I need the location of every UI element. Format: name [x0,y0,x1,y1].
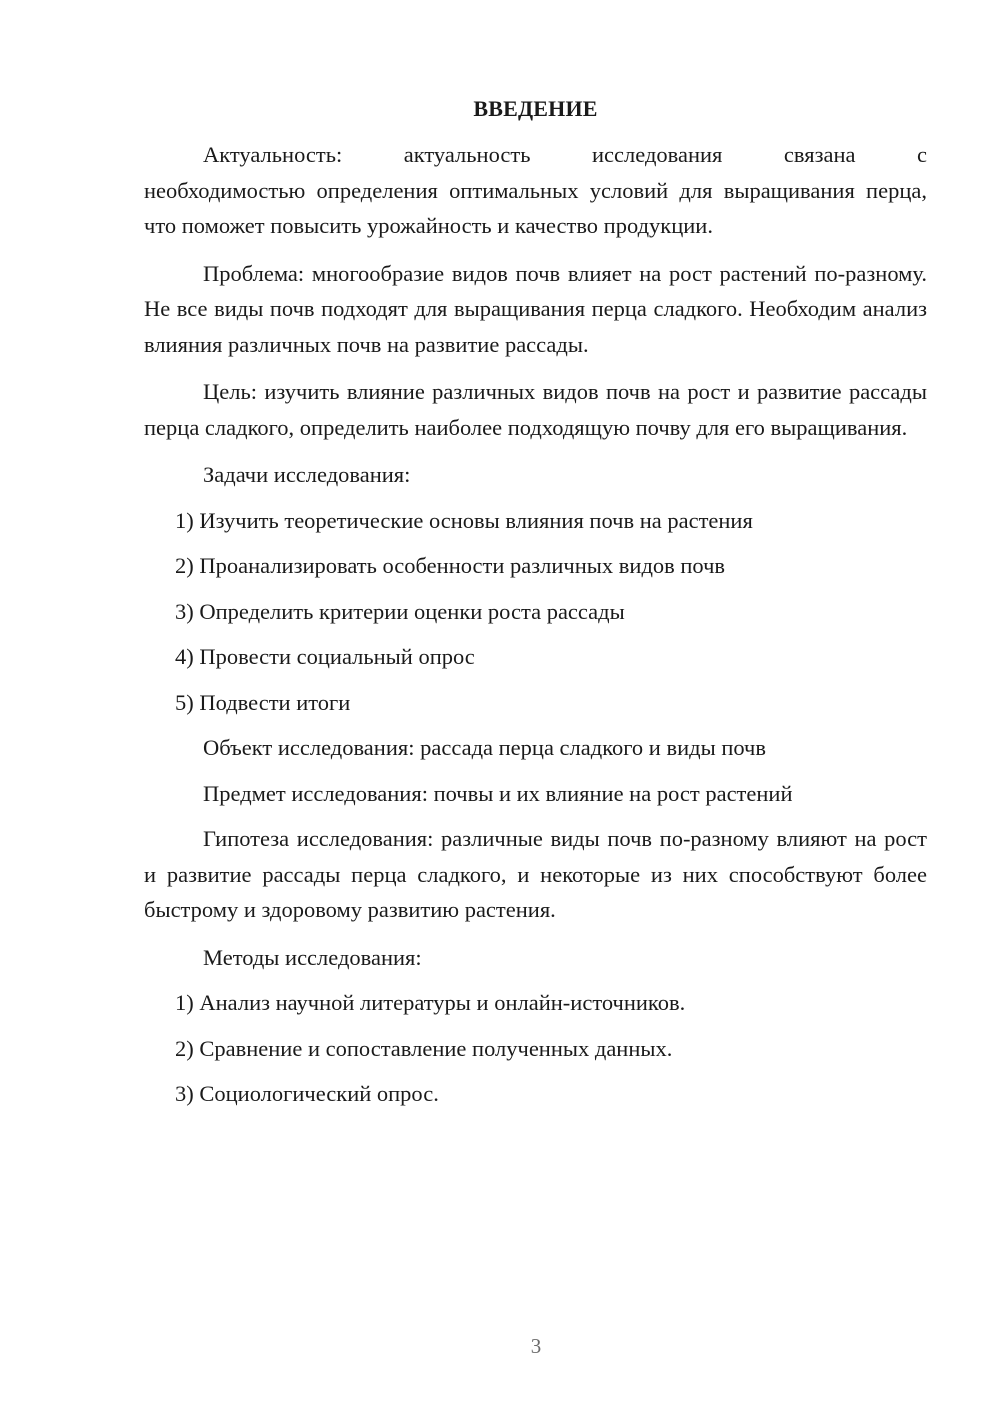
research-object: Объект исследования: рассада перца сладкого и виды почв [203,735,766,760]
task-item: 5) Подвести итоги [175,689,351,715]
methods-heading: Методы исследования: [203,944,422,970]
tasks-heading: Задачи исследования: [203,462,411,487]
page-content [144,96,927,1122]
method-item: 2) Сравнение и сопоставление полученных данных. [175,1035,673,1061]
section-title: ВВЕДЕНИЕ [473,96,598,121]
methods-list [144,985,927,1112]
task-item: 1) Изучить теоретические основы влияния почв на растения [175,507,753,533]
tasks-list [144,503,927,721]
relevance-first-line: Актуальность: актуальность исследования связана с [203,142,927,167]
relevance-paragraph [144,137,927,244]
page-number: 3 [530,1334,542,1358]
method-item: 3) Социологический опрос. [175,1081,439,1106]
relevance-continuation: необходимостью определения оптимальных условий для выращивания перца, что поможет повысить урожайность и качество продукции. [144,177,927,238]
hypothesis-paragraph: Гипотеза исследования: различные виды почв по-разному влияют на рост и развитие рассады перца сладкого, и некоторые из них способствуют более быстрому и здоровому развитию растения. [144,826,927,922]
research-subject: Предмет исследования: почвы и их влияние на рост растений [203,780,793,806]
goal-paragraph: Цель: изучить влияние различных видов почв на рост и развитие рассады перца сладкого, определить наиболее подходящую почву для его выращивания. [144,379,927,440]
problem-paragraph: Проблема: многообразие видов почв влияет на рост растений по-разному. Не все виды почв подходят для выращивания перца сладкого. Необходим анализ влияния различных почв на развитие рассады. [144,260,927,357]
method-item: 1) Анализ научной литературы и онлайн-источников. [175,990,686,1015]
task-item: 4) Провести социальный опрос [175,644,475,669]
task-item: 3) Определить критерии оценки роста рассады [175,598,625,624]
task-item: 2) Проанализировать особенности различных видов почв [175,553,726,578]
